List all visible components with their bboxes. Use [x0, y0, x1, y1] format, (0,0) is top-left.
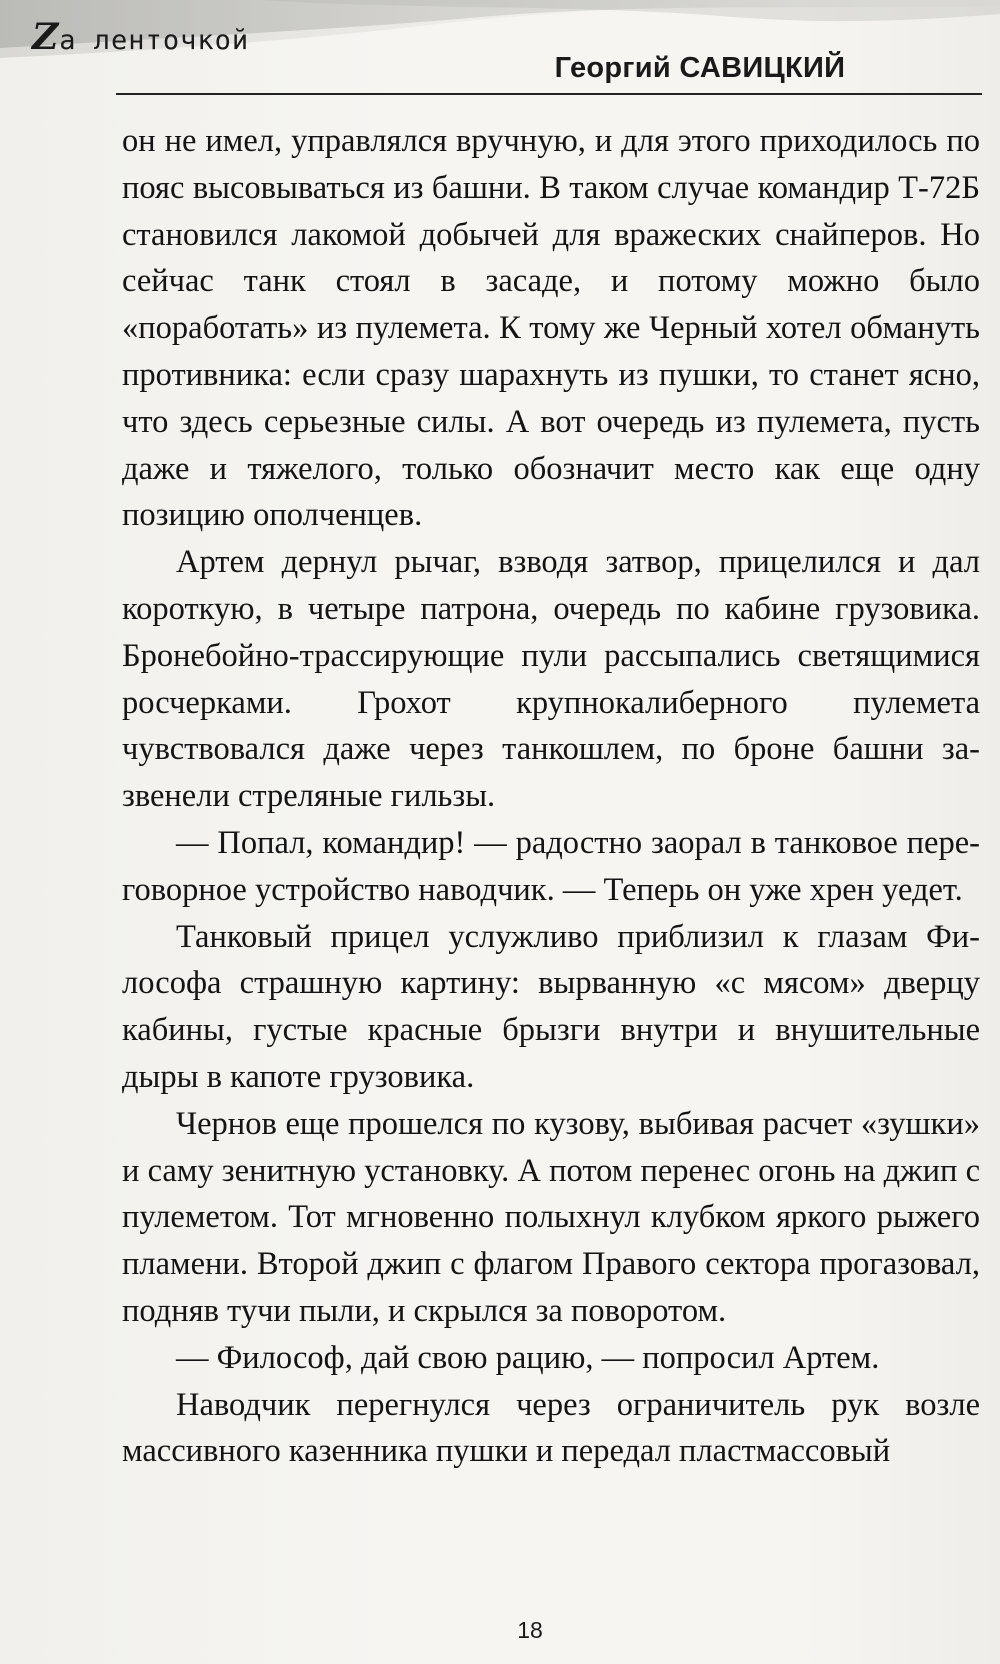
series-title-rest: а ленточкой — [59, 25, 250, 56]
paragraph: Артем дернул рычаг, взводя затвор, прицелился и дал короткую, в четыре патрона, очередь по кабине грузовика. Бронебойно-трассирующие пули рассыпались светящимися росчерками. Грохот крупнокалиберного пулемета чувствовался даже через танкошлем, по броне башни зазвенели стреляные гильзы. — [122, 544, 980, 815]
main-text — [122, 118, 980, 1475]
running-head-series-title — [32, 16, 249, 58]
paragraph: Танковый прицел услужливо приблизил к глазам Философа страшную картину: вырванную «с мясом» дверцу кабины, густые красные брызги внутри и внушительные дыры в капоте грузовика. — [122, 918, 980, 1095]
series-title-initial: Z — [32, 16, 60, 58]
header-divider — [116, 93, 982, 95]
paragraph: — Философ, дай свою рацию, — попросил Артем. — [176, 1339, 880, 1376]
paragraph: Чернов еще прошелся по кузову, выбивая расчет «зушки» и саму зенитную установку. А потом перенес огонь на джип с пулеметом. Тот мгновенно полыхнул клубком яркого рыжего пламени. Второй джип с флагом Правого сектора прогазовал, подняв тучи пыли, и скрылся за поворотом. — [122, 1105, 980, 1329]
page-number: 18 — [517, 1617, 543, 1643]
paragraph: Наводчик перегнулся через ограничитель рук возле массивного казенника пушки и передал пластмассовый — [122, 1386, 980, 1470]
running-head-author: Георгий САВИЦКИЙ — [554, 52, 846, 84]
paragraph: — Попал, командир! — радостно заорал в танковое переговорное устройство наводчик. — Теперь он уже хрен уедет. — [122, 824, 980, 908]
paragraph: он не имел, управлялся вручную, и для этого приходилось по пояс высовываться из башни. В таком случае командир Т-72Б становился лакомой добычей для вражеских снайперов. Но сейчас танк стоял в засаде, и потому можно было «поработать» из пулемета. К тому же Черный хотел обмануть противника: если сразу шарахнуть из пушки, то станет ясно, что здесь серьезные силы. А вот очередь из пулемета, пусть даже и тяжелого, только обозначит место как еще одну позицию ополченцев. — [122, 123, 980, 534]
